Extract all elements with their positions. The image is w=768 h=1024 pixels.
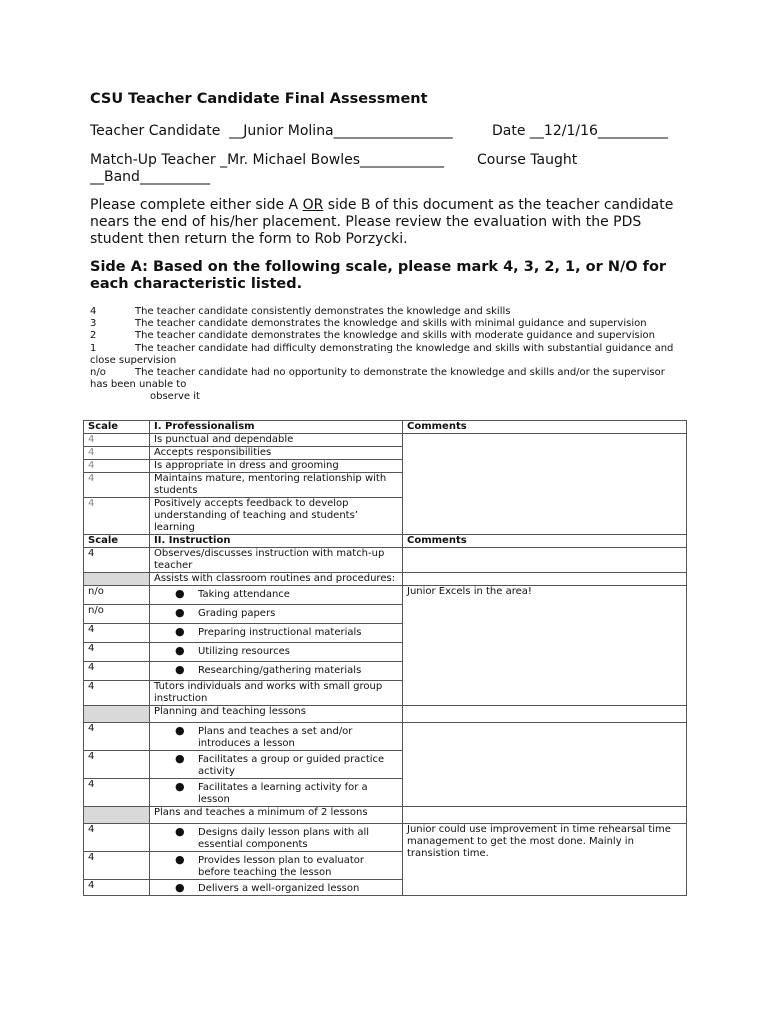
scale-cell[interactable]: 4	[84, 473, 150, 498]
table-row	[84, 434, 687, 447]
instructions-part2: side B of this document as the teacher candidate nears the end of his/her placement. Please review the evaluation with the PDS student then return the form to Rob Porzycki.	[90, 197, 674, 247]
bullet-item-cell	[150, 624, 403, 643]
scale-key-row	[90, 306, 690, 318]
scale-cell[interactable]: 4	[84, 447, 150, 460]
scale-key-text: close supervision	[90, 354, 177, 366]
scale-key	[90, 306, 690, 404]
bullet-item-cell	[150, 880, 403, 896]
scale-cell[interactable]: 4	[84, 824, 150, 852]
comments-cell[interactable]	[403, 807, 687, 824]
scale-cell[interactable]: n/o	[84, 605, 150, 624]
scale-header: Scale	[84, 421, 150, 434]
comments-cell[interactable]	[403, 573, 687, 586]
bullet-item-cell	[150, 643, 403, 662]
bullet-icon: ●	[175, 825, 185, 838]
scale-key-text: The teacher candidate had no opportunity to demonstrate the knowledge and skills and/or the supervisor	[135, 367, 665, 379]
table-row	[84, 573, 687, 586]
scale-key-text: The teacher candidate had difficulty demonstrating the knowledge and skills with substantial guidance and	[135, 342, 674, 354]
bullet-item-cell	[150, 824, 403, 852]
item-cell: Tutors individuals and works with small group instruction	[150, 681, 403, 706]
comments-cell[interactable]	[403, 548, 687, 573]
table-header-row	[84, 535, 687, 548]
scale-cell[interactable]: 4	[84, 643, 150, 662]
item-cell: Assists with classroom routines and procedures:	[150, 573, 403, 586]
professionalism-header: I. Professionalism	[150, 421, 403, 434]
bullet-item-text: Provides lesson plan to evaluator before teaching the lesson	[198, 855, 365, 878]
scale-key-text: The teacher candidate consistently demonstrates the knowledge and skills	[135, 306, 511, 317]
bullet-item-text: Preparing instructional materials	[198, 627, 362, 638]
scale-cell[interactable]: 4	[84, 460, 150, 473]
scale-key-number: 2	[90, 330, 97, 342]
matchup-teacher-line: Match-Up Teacher _Mr. Michael Bowles____________	[90, 152, 445, 168]
bullet-item-cell	[150, 852, 403, 880]
item-cell: Is appropriate in dress and grooming	[150, 460, 403, 473]
table-row	[84, 824, 687, 852]
scale-cell[interactable]: 4	[84, 723, 150, 751]
bullet-item-text: Researching/gathering materials	[198, 665, 362, 676]
table-row	[84, 706, 687, 723]
candidate-line: Teacher Candidate __Junior Molina_________________	[90, 123, 453, 139]
scale-key-row	[90, 318, 690, 330]
comments-cell[interactable]	[403, 706, 687, 723]
instructions-part1: Please complete either side A	[90, 197, 303, 213]
scale-cell-shaded	[84, 706, 150, 723]
scale-cell[interactable]: 4	[84, 681, 150, 706]
scale-key-text: has been unable to	[90, 379, 187, 391]
scale-key-text: observe it	[150, 391, 200, 403]
scale-key-number: n/o	[90, 367, 106, 379]
table-row	[84, 548, 687, 573]
scale-cell[interactable]: 4	[84, 779, 150, 807]
bullet-icon: ●	[175, 587, 185, 600]
scale-cell-shaded	[84, 573, 150, 586]
bullet-item-cell	[150, 723, 403, 751]
comments-cell[interactable]	[403, 723, 687, 807]
date-line: Date __12/1/16__________	[492, 123, 668, 139]
bullet-item-text: Grading papers	[198, 608, 276, 619]
item-cell: Plans and teaches a minimum of 2 lessons	[150, 807, 403, 824]
bullet-item-cell	[150, 605, 403, 624]
scale-cell[interactable]: 4	[84, 624, 150, 643]
bullet-item-text: Utilizing resources	[198, 646, 290, 657]
bullet-item-cell	[150, 751, 403, 779]
bullet-item-cell	[150, 662, 403, 681]
scale-key-number: 1	[90, 342, 97, 354]
comments-header: Comments	[403, 535, 687, 548]
instruction-header: II. Instruction	[150, 535, 403, 548]
side-a-heading: Side A: Based on the following scale, please mark 4, 3, 2, 1, or N/O for each characteristic listed.	[90, 259, 667, 292]
item-cell: Positively accepts feedback to develop understanding of teaching and students’ learning	[150, 498, 403, 535]
scale-key-row	[90, 379, 690, 391]
bullet-icon: ●	[175, 606, 185, 619]
table-row	[84, 586, 687, 605]
comments-header: Comments	[403, 421, 687, 434]
instructions-or: OR	[302, 197, 324, 213]
scale-cell[interactable]: 4	[84, 548, 150, 573]
scale-key-row	[90, 367, 690, 379]
scale-key-row	[90, 355, 690, 367]
bullet-item-cell	[150, 779, 403, 807]
comments-cell[interactable]: Junior could use improvement in time rehearsal time management to get the most done. Mainly in transistion time.	[403, 824, 687, 896]
bullet-item-text: Delivers a well-organized lesson	[198, 883, 360, 894]
course-band-line: __Band__________	[90, 169, 210, 185]
item-cell: Maintains mature, mentoring relationship with students	[150, 473, 403, 498]
assessment-table	[83, 420, 687, 896]
bullet-icon: ●	[175, 881, 185, 894]
item-cell: Accepts responsibilities	[150, 447, 403, 460]
scale-cell[interactable]: 4	[84, 880, 150, 896]
scale-cell[interactable]: n/o	[84, 586, 150, 605]
bullet-item-text: Plans and teaches a set and/or introduces a lesson	[198, 726, 353, 749]
bullet-icon: ●	[175, 724, 185, 737]
scale-key-row	[90, 330, 690, 342]
item-cell: Is punctual and dependable	[150, 434, 403, 447]
bullet-icon: ●	[175, 663, 185, 676]
scale-key-text: The teacher candidate demonstrates the knowledge and skills with minimal guidance and supervision	[135, 318, 647, 330]
scale-key-number: 4	[90, 306, 97, 317]
scale-cell[interactable]: 4	[84, 751, 150, 779]
comments-cell[interactable]	[403, 434, 687, 535]
comments-cell[interactable]: Junior Excels in the area!	[403, 586, 687, 706]
bullet-item-text: Facilitates a group or guided practice activity	[198, 754, 385, 777]
course-taught-label: Course Taught	[477, 152, 578, 168]
scale-key-number: 3	[90, 318, 97, 330]
bullet-icon: ●	[175, 625, 185, 638]
scale-cell-shaded	[84, 807, 150, 824]
page-title: CSU Teacher Candidate Final Assessment	[90, 91, 428, 107]
item-cell: Observes/discusses instruction with match-up teacher	[150, 548, 403, 573]
scale-cell[interactable]: 4	[84, 852, 150, 880]
bullet-icon: ●	[175, 780, 185, 793]
bullet-item-text: Taking attendance	[198, 589, 290, 600]
table-header-row	[84, 421, 687, 434]
table-row	[84, 723, 687, 751]
scale-cell[interactable]: 4	[84, 662, 150, 681]
bullet-icon: ●	[175, 752, 185, 765]
bullet-item-text: Facilitates a learning activity for a lesson	[198, 782, 368, 805]
scale-key-text: The teacher candidate demonstrates the knowledge and skills with moderate guidance and supervision	[135, 330, 655, 342]
table-row	[84, 807, 687, 824]
bullet-item-cell	[150, 586, 403, 605]
bullet-icon: ●	[175, 853, 185, 866]
scale-header: Scale	[84, 535, 150, 548]
scale-cell[interactable]: 4	[84, 498, 150, 535]
bullet-icon: ●	[175, 644, 185, 657]
instructions-paragraph	[90, 197, 690, 248]
scale-key-row	[90, 343, 690, 355]
scale-key-row	[90, 391, 690, 403]
item-cell: Planning and teaching lessons	[150, 706, 403, 723]
bullet-item-text: Designs daily lesson plans with all essential components	[198, 827, 370, 850]
scale-cell[interactable]: 4	[84, 434, 150, 447]
